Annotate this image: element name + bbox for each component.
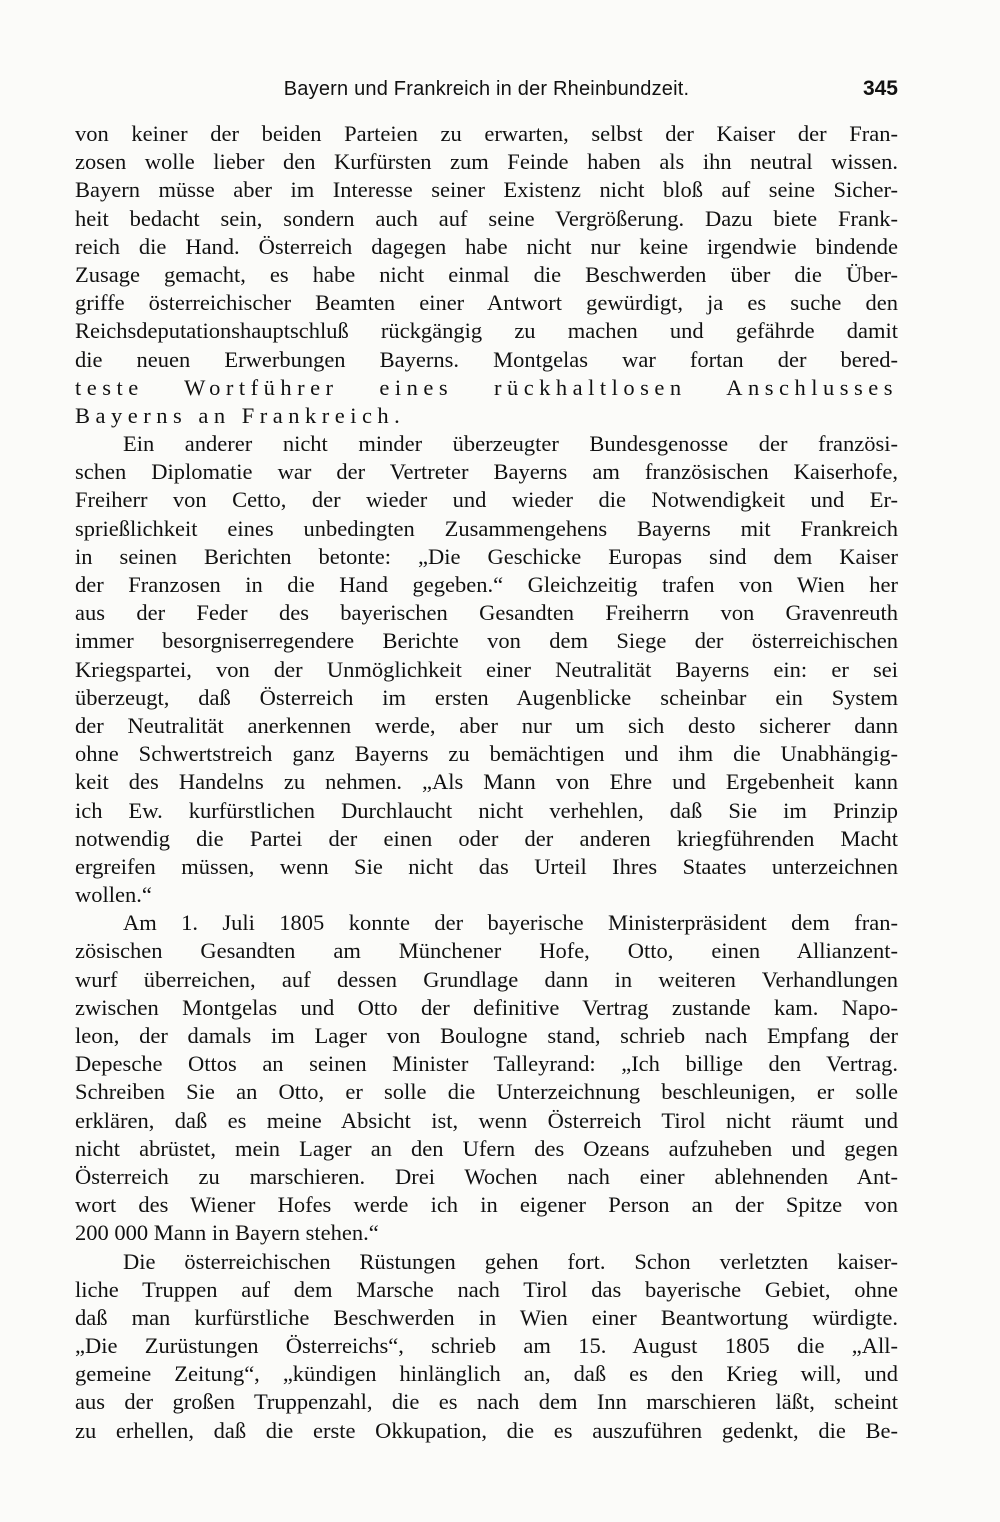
body-text xyxy=(75,120,898,1445)
text-line: ergreifen müssen, wenn Sie nicht das Urteil Ihres Staates unterzeichnen xyxy=(75,853,898,879)
text-line: daß man kurfürstliche Beschwerden in Wien einer Beantwortung würdigte. xyxy=(75,1304,898,1330)
text-line: die neuen Erwerbungen Bayerns. Montgelas war fortan der bered- xyxy=(75,346,898,372)
text-line: zwischen Montgelas und Otto der definitive Vertrag zustande kam. Napo- xyxy=(75,994,898,1020)
text-line: zösischen Gesandten am Münchener Hofe, Otto, einen Allianzent- xyxy=(75,938,898,964)
text-line: Depesche Ottos an seinen Minister Talleyrand: „Ich billige den Vertrag. xyxy=(75,1051,898,1077)
text-line: reich die Hand. Österreich dagegen habe nicht nur keine irgendwie bindende xyxy=(75,233,898,259)
text-line: ohne Schwertstreich ganz Bayerns zu bemächtigen und ihm die Unabhängig- xyxy=(75,741,898,767)
text-line: „Die Zurüstungen Österreichs“, schrieb am 15. August 1805 die „All- xyxy=(75,1333,898,1359)
text-line: nicht abrüstet, mein Lager an den Ufern des Ozeans aufzuheben und gegen xyxy=(75,1135,898,1161)
text-line: erklären, daß es meine Absicht ist, wenn Österreich Tirol nicht räumt und xyxy=(75,1107,898,1133)
text-line: Am 1. Juli 1805 konnte der bayerische Ministerpräsident dem fran- xyxy=(123,910,898,936)
text-line: heit bedacht sein, sondern auch auf seine Vergrößerung. Dazu biete Frank- xyxy=(75,205,898,231)
text-line: Schreiben Sie an Otto, er solle die Unterzeichnung beschleunigen, er solle xyxy=(75,1079,898,1105)
text-line: leon, der damals im Lager von Boulogne stand, schrieb nach Empfang der xyxy=(75,1023,898,1048)
text-line: griffe österreichischer Beamten einer Antwort gewürdigt, ja es suche den xyxy=(75,290,898,316)
text-line: Ein anderer nicht minder überzeugter Bundesgenosse der französi- xyxy=(123,431,898,457)
page-number: 345 xyxy=(862,77,898,100)
text-line: aus der großen Truppenzahl, die es nach dem Inn marschieren läßt, scheint xyxy=(75,1389,898,1415)
text-line: überzeugt, daß Österreich im ersten Augenblicke scheinbar ein System xyxy=(75,684,898,710)
text-line: Österreich zu marschieren. Drei Wochen nach einer ablehnenden Ant- xyxy=(75,1163,898,1189)
text-line: sprießlichkeit eines unbedingten Zusammengehens Bayerns mit Frankreich xyxy=(75,515,898,541)
text-line: teste Wortführer eines rückhaltlosen Anschlusses xyxy=(75,374,898,400)
text-line: von keiner der beiden Parteien zu erwarten, selbst der Kaiser der Fran- xyxy=(75,121,898,146)
text-line: ich Ew. kurfürstlichen Durchlaucht nicht verhehlen, daß Sie im Prinzip xyxy=(75,797,898,823)
text-line: der Franzosen in die Hand gegeben.“ Gleichzeitig trafen von Wien her xyxy=(75,572,898,597)
text-line: wort des Wiener Hofes werde ich in eigener Person an der Spitze von xyxy=(75,1192,898,1218)
text-line: Zusage gemacht, es habe nicht einmal die Beschwerden über die Über- xyxy=(75,261,898,287)
text-line: Kriegspartei, von der Unmöglichkeit einer Neutralität Bayerns ein: er sei xyxy=(75,656,898,682)
text-line: der Neutralität anerkennen werde, aber nur um sich desto sicherer dann xyxy=(75,712,898,738)
running-header xyxy=(75,72,898,106)
text-line: immer besorgniserregendere Berichte von dem Siege der österreichischen xyxy=(75,628,898,654)
text-line: Freiherr von Cetto, der wieder und wieder die Notwendigkeit und Er- xyxy=(75,487,898,513)
text-line: wollen.“ xyxy=(75,882,152,908)
text-line: liche Truppen auf dem Marsche nach Tirol das bayerische Gebiet, ohne xyxy=(75,1276,898,1302)
text-line: notwendig die Partei der einen oder der anderen kriegführenden Macht xyxy=(75,825,898,851)
text-line: schen Diplomatie war der Vertreter Bayerns am französischen Kaiserhofe, xyxy=(75,459,898,485)
text-line: Bayerns an Frankreich. xyxy=(75,402,406,428)
text-line: Reichsdeputationshauptschluß rückgängig zu machen und gefährde damit xyxy=(75,318,898,344)
text-line: Die österreichischen Rüstungen gehen fort. Schon verletzten kaiser- xyxy=(123,1248,898,1274)
running-title: Bayern und Frankreich in der Rheinbundzeit. xyxy=(283,78,690,100)
text-line: wurf überreichen, auf dessen Grundlage dann in weiteren Verhandlungen xyxy=(75,966,898,992)
text-line: aus der Feder des bayerischen Gesandten Freiherrn von Gravenreuth xyxy=(75,600,898,626)
text-line: gemeine Zeitung“, „kündigen hinlänglich an, daß es den Krieg will, und xyxy=(75,1361,898,1387)
text-line: in seinen Berichten betonte: „Die Geschicke Europas sind dem Kaiser xyxy=(75,543,898,569)
text-line: Bayern müsse aber im Interesse seiner Existenz nicht bloß auf seine Sicher- xyxy=(75,177,898,203)
text-line: zosen wolle lieber den Kurfürsten zum Feinde haben als ihn neutral wissen. xyxy=(75,149,898,175)
text-line: zu erhellen, daß die erste Okkupation, die es auszuführen gedenkt, die Be- xyxy=(75,1417,898,1443)
text-line: 200 000 Mann in Bayern stehen.“ xyxy=(75,1220,379,1246)
text-line: keit des Handelns zu nehmen. „Als Mann von Ehre und Ergebenheit kann xyxy=(75,769,898,795)
